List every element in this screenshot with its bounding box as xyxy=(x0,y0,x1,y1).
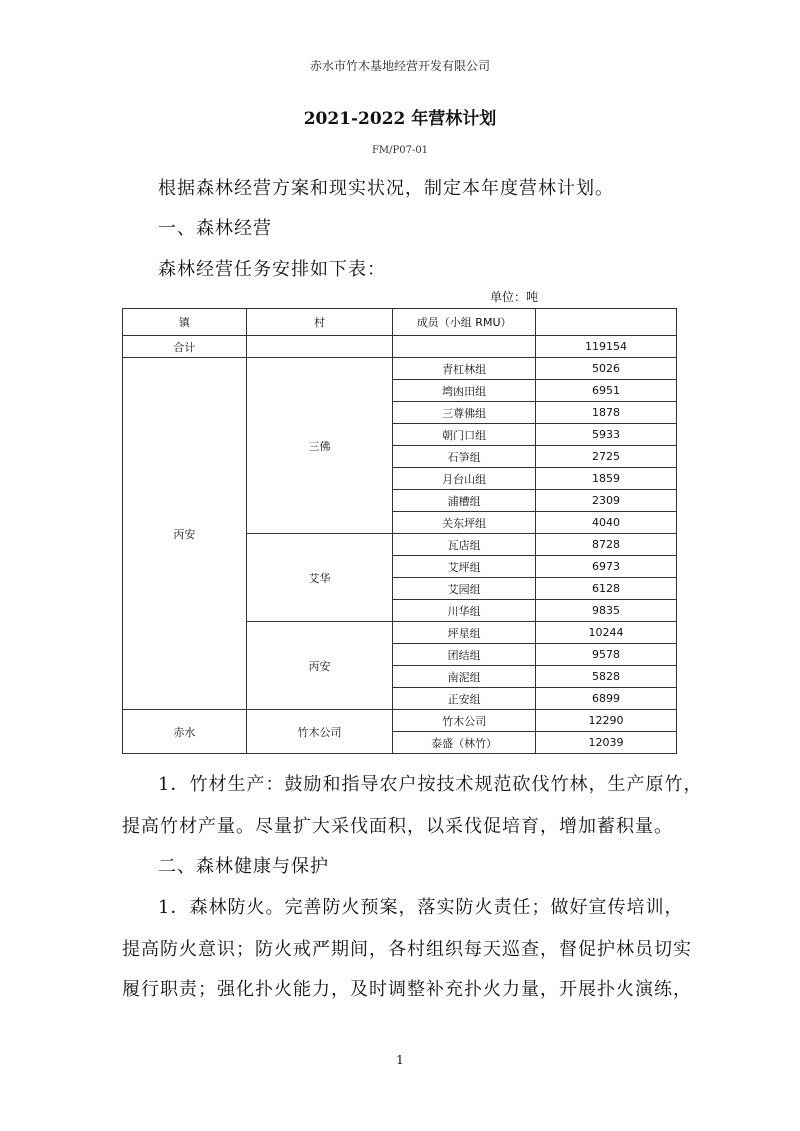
empty-cell xyxy=(246,336,393,358)
value-cell: 12290 xyxy=(536,710,677,732)
group-cell: 艾园组 xyxy=(393,578,536,600)
fire-prevention-line2: 提高防火意识；防火戒严期间，各村组织每天巡查，督促护林员切实 xyxy=(122,939,692,960)
forest-task-table xyxy=(122,308,677,754)
value-cell: 5828 xyxy=(536,666,677,688)
empty-cell xyxy=(393,336,536,358)
total-value: 119154 xyxy=(536,336,677,358)
table-row xyxy=(123,358,677,380)
group-cell: 川华组 xyxy=(393,600,536,622)
value-cell: 6128 xyxy=(536,578,677,600)
village-cell: 三佛 xyxy=(246,358,393,534)
group-cell: 青杠林组 xyxy=(393,358,536,380)
group-cell: 正安组 xyxy=(393,688,536,710)
village-cell: 艾华 xyxy=(246,534,393,622)
header-value xyxy=(536,309,677,336)
town-cell: 丙安 xyxy=(123,358,247,710)
fire-prevention-line3: 履行职责；强化扑火能力，及时调整补充扑火力量，开展扑火演练， xyxy=(122,979,692,1000)
group-cell: 团结组 xyxy=(393,644,536,666)
value-cell: 6951 xyxy=(536,380,677,402)
intro-paragraph: 根据森林经营方案和现实状况，制定本年度营林计划。 xyxy=(158,178,614,199)
value-cell: 9835 xyxy=(536,600,677,622)
value-cell: 6899 xyxy=(536,688,677,710)
value-cell: 8728 xyxy=(536,534,677,556)
value-cell: 9578 xyxy=(536,644,677,666)
page-number: 1 xyxy=(396,1053,404,1067)
value-cell: 1878 xyxy=(536,402,677,424)
value-cell: 2309 xyxy=(536,490,677,512)
town-cell: 赤水 xyxy=(123,710,247,754)
group-cell: 月台山组 xyxy=(393,468,536,490)
group-cell: 南泥组 xyxy=(393,666,536,688)
bamboo-production-line1: 1．竹材生产：鼓励和指导农户按技术规范砍伐竹林，生产原竹， xyxy=(158,774,703,795)
group-cell: 瓦店组 xyxy=(393,534,536,556)
unit-label: 单位：吨 xyxy=(490,290,539,304)
group-cell: 塆凼田组 xyxy=(393,380,536,402)
value-cell: 12039 xyxy=(536,732,677,754)
total-row xyxy=(123,336,677,358)
value-cell: 4040 xyxy=(536,512,677,534)
village-cell: 竹木公司 xyxy=(246,710,393,754)
table-row xyxy=(123,710,677,732)
table-header-row xyxy=(123,309,677,336)
value-cell: 1859 xyxy=(536,468,677,490)
value-cell: 2725 xyxy=(536,446,677,468)
company-header: 赤水市竹木基地经营开发有限公司 xyxy=(309,59,490,73)
group-cell: 泰盛（林竹） xyxy=(393,732,536,754)
village-cell: 丙安 xyxy=(246,622,393,710)
group-cell: 坪星组 xyxy=(393,622,536,644)
group-cell: 三尊佛组 xyxy=(393,402,536,424)
value-cell: 10244 xyxy=(536,622,677,644)
group-cell: 朝门口组 xyxy=(393,424,536,446)
group-cell: 竹木公司 xyxy=(393,710,536,732)
bamboo-production-line2: 提高竹材产量。尽量扩大采伐面积，以采伐促培育，增加蓄积量。 xyxy=(122,816,673,837)
page-title: 2021-2022 年营林计划 xyxy=(303,109,497,129)
header-member: 成员（小组 RMU） xyxy=(393,309,536,336)
header-village: 村 xyxy=(246,309,393,336)
value-cell: 5026 xyxy=(536,358,677,380)
group-cell: 石笋组 xyxy=(393,446,536,468)
document-code: FM/P07-01 xyxy=(371,145,429,156)
group-cell: 艾坪组 xyxy=(393,556,536,578)
header-town: 镇 xyxy=(123,309,247,336)
value-cell: 5933 xyxy=(536,424,677,446)
section-heading-forest-health: 二、森林健康与保护 xyxy=(158,856,329,877)
total-label: 合计 xyxy=(123,336,247,358)
section-heading-forest-management: 一、森林经营 xyxy=(158,218,272,239)
group-cell: 浦槽组 xyxy=(393,490,536,512)
task-intro: 森林经营任务安排如下表： xyxy=(158,259,386,280)
value-cell: 6973 xyxy=(536,556,677,578)
fire-prevention-line1: 1．森林防火。完善防火预案，落实防火责任；做好宣传培训， xyxy=(158,897,684,918)
group-cell: 关东坪组 xyxy=(393,512,536,534)
